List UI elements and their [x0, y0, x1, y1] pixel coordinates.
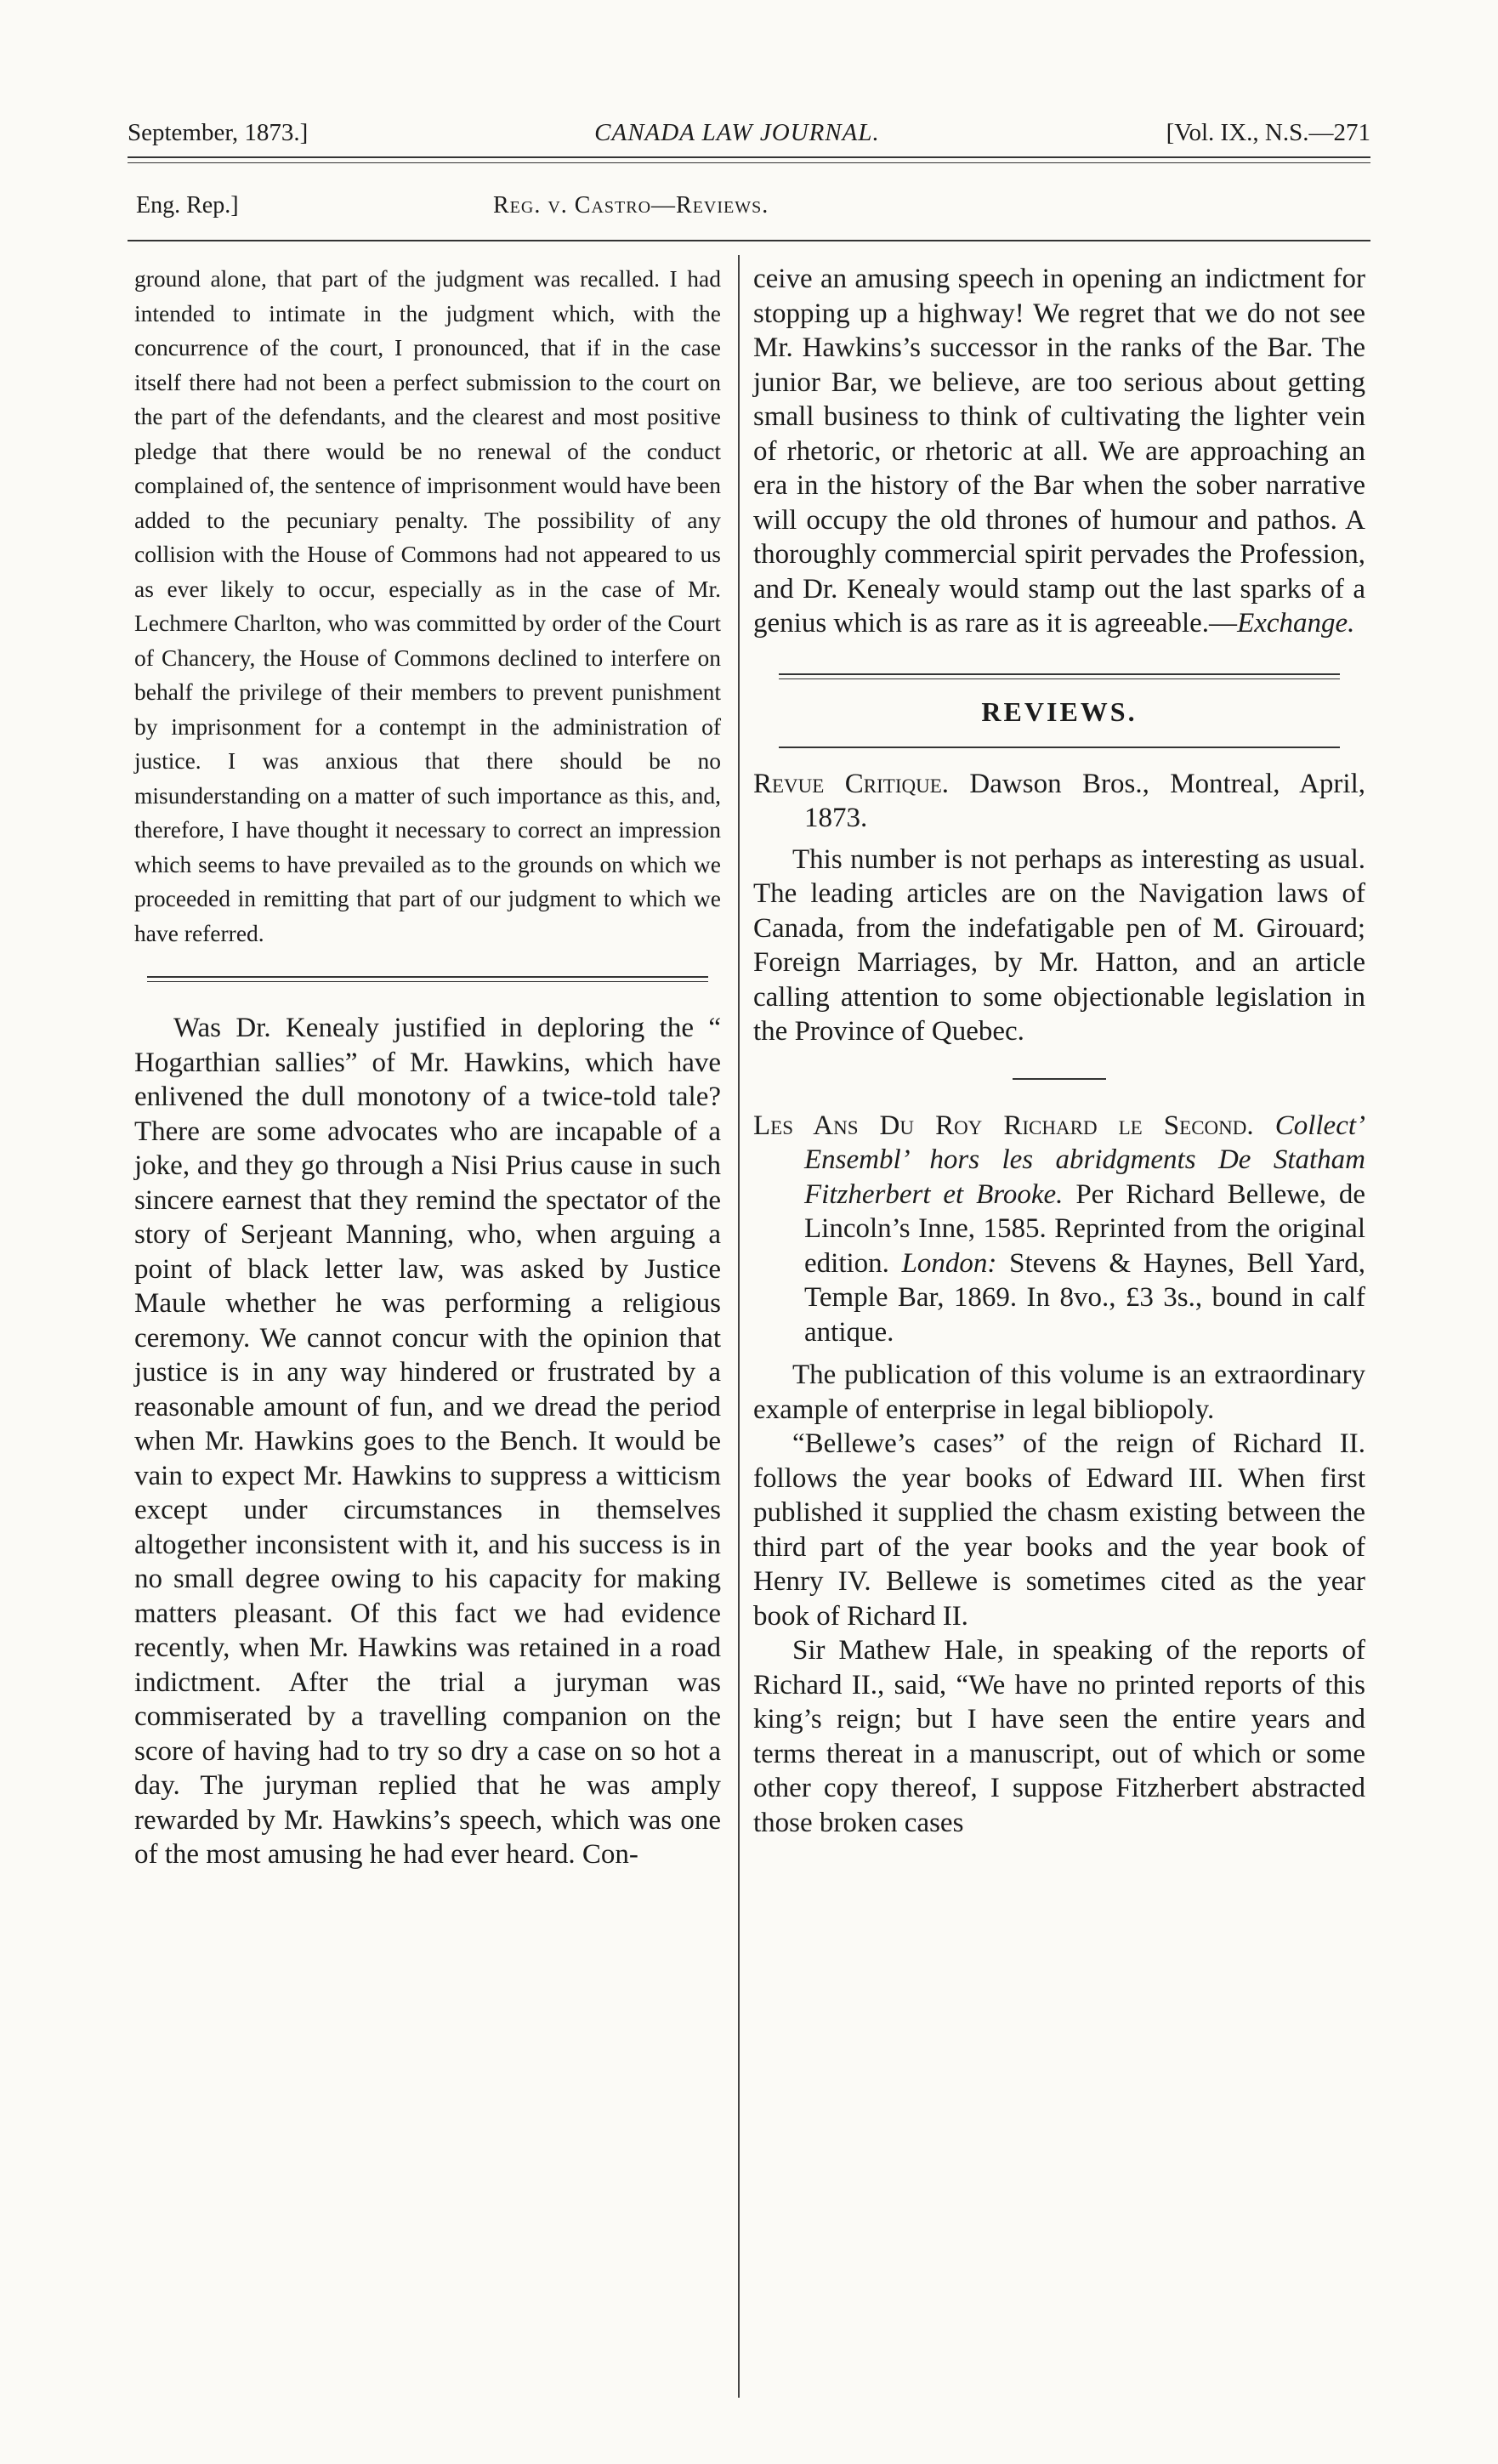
review-bellewe-paragraph-3: Sir Mathew Hale, in speaking of the reports of Richard II., said, “We have no printed reports of this king’s reign; but I have seen the entire years and terms thereat in a manuscript, out of which or some other copy thereof, I suppose Fitzherbert abstracted those broken cases [753, 1635, 1365, 1838]
header-date: September, 1873.] [128, 119, 309, 146]
kenealy-source: Exchange. [1237, 608, 1355, 639]
review-revue-critique-title: Revue Critique. [753, 768, 949, 799]
kenealy-continued-paragraph [753, 262, 1365, 641]
case-title: Reg. v. Castro—Reviews. [493, 192, 769, 219]
kenealy-continued-text: ceive an amusing speech in opening an indictment for stopping up a highway! We regret that we do not see Mr. Hawkins’s successor in the ranks of the Bar. The junior Bar, we believe, are too serious about getting small business to think of cultivating the lighter vein of rhetoric, or rhetoric at all. We are approaching an era in the history of the Bar when the sober narrative will occupy the old thrones of humour and pathos. A thoroughly commercial spirit pervades the Profession, and Dr. Kenealy would stamp out the last sparks of a genius which is as rare as it is agreeable.— [753, 264, 1365, 639]
review-bellewe-citation [753, 1109, 1365, 1350]
review-bellewe-citation-a: Per Richard Bellewe, de Lincoln’s Inne, 1585. Reprinted from the original edition. [804, 1178, 1365, 1279]
reviews-separator [779, 673, 1340, 679]
review-bellewe-subtitle: Collect’ Ensembl’ hors les abridgments De Statham Fitzherbert et Brooke. [804, 1110, 1366, 1210]
review-revue-critique-publisher: Dawson Bros., Montreal, April, 1873. [804, 768, 1365, 833]
header-rule [128, 156, 1370, 163]
subheader-rule [128, 240, 1370, 241]
volume-page: [Vol. IX., N.S.—271 [1166, 119, 1370, 146]
review-separator [1013, 1078, 1106, 1080]
review-bellewe-citation-b: Stevens & Haynes, Bell Yard, Temple Bar, 1869. In 8vo., £3 3s., bound in calf antique. [804, 1247, 1365, 1348]
report-series: Eng. Rep.] [136, 192, 239, 219]
review-bellewe-title: Les Ans Du Roy Richard le Second. [753, 1110, 1254, 1141]
section-header [136, 192, 1369, 219]
article-separator [147, 976, 708, 982]
review-revue-critique-citation [753, 767, 1365, 836]
review-bellewe-paragraph-2: “Bellewe’s cases” of the reign of Richard II. follows the year books of Edward III. When first published it supplied the chasm existing between the third part of the year books and the year book of Henry IV. Bellewe is sometimes cited as the year book of Richard II. [753, 1428, 1365, 1632]
right-column [753, 262, 1365, 1840]
column-divider [738, 255, 740, 2398]
journal-title: CANADA LAW JOURNAL. [594, 119, 880, 146]
review-bellewe-london: London: [901, 1247, 997, 1279]
reviews-heading-rule [779, 747, 1340, 748]
review-revue-critique-body: This number is not perhaps as interesting as usual. The leading articles are on the Navigation laws of Canada, from the indefatigable pen of M. Girouard; Foreign Marriages, by Mr. Hatton, and an article calling attention to some objectionable legislation in the Province of Quebec. [753, 843, 1365, 1047]
reviews-heading: REVIEWS. [981, 695, 1138, 727]
running-header [128, 119, 1370, 147]
review-bellewe-paragraph-1: The publication of this volume is an extraordinary example of enterprise in legal bibliopoly. [753, 1360, 1365, 1425]
judgment-paragraph: ground alone, that part of the judgment was recalled. I had intended to intimate in the judgment which, with the concurrence of the court, I pronounced, that if in the case itself there had not been a perfect submission to the court on the part of the defendants, and the clearest and most positive pledge that there would be no renewal of the conduct complained of, the sentence of imprisonment would have been added to the pecuniary penalty. The possibility of any collision with the House of Commons had not appeared to us as ever likely to occur, especially as in the case of Mr. Lechmere Charlton, who was committed by order of the Court of Chancery, the House of Commons declined to interfere on behalf the privilege of their members to prevent punishment by imprisonment for a contempt in the administration of justice. I was anxious that there should be no misunderstanding on a matter of such importance as this, and, therefore, I have thought it necessary to correct an impression which seems to have prevailed as to the grounds on which we proceeded in remitting that part of our judgment to which we have referred. [134, 265, 721, 946]
left-column [134, 262, 721, 1872]
kenealy-paragraph: Was Dr. Kenealy justified in deploring the “ Hogarthian sallies” of Mr. Hawkins, which have enlivened the dull monotony of a twice-told tale? There are some advocates who are incapable of a joke, and they go through a Nisi Prius cause in such sincere earnest that they remind the spectator of the story of Serjeant Manning, who, when arguing a point of black letter law, was asked by Justice Maule whether he was performing a religious ceremony. We cannot concur with the opinion that justice is in any way hindered or frustrated by a reasonable amount of fun, and we dread the period when Mr. Hawkins goes to the Bench. It would be vain to expect Mr. Hawkins to suppress a witticism except under circumstances in themselves altogether inconsistent with it, and his success is in no small degree owing to his capacity for making matters pleasant. Of this fact we had evidence recently, when Mr. Hawkins was retained in a road indictment. After the trial a juryman was commiserated by a travelling companion on the score of having had to try so dry a case on so hot a day. The juryman replied that he was amply rewarded by Mr. Hawkins’s speech, which was one of the most amusing he had ever heard. Con- [134, 1013, 721, 1870]
